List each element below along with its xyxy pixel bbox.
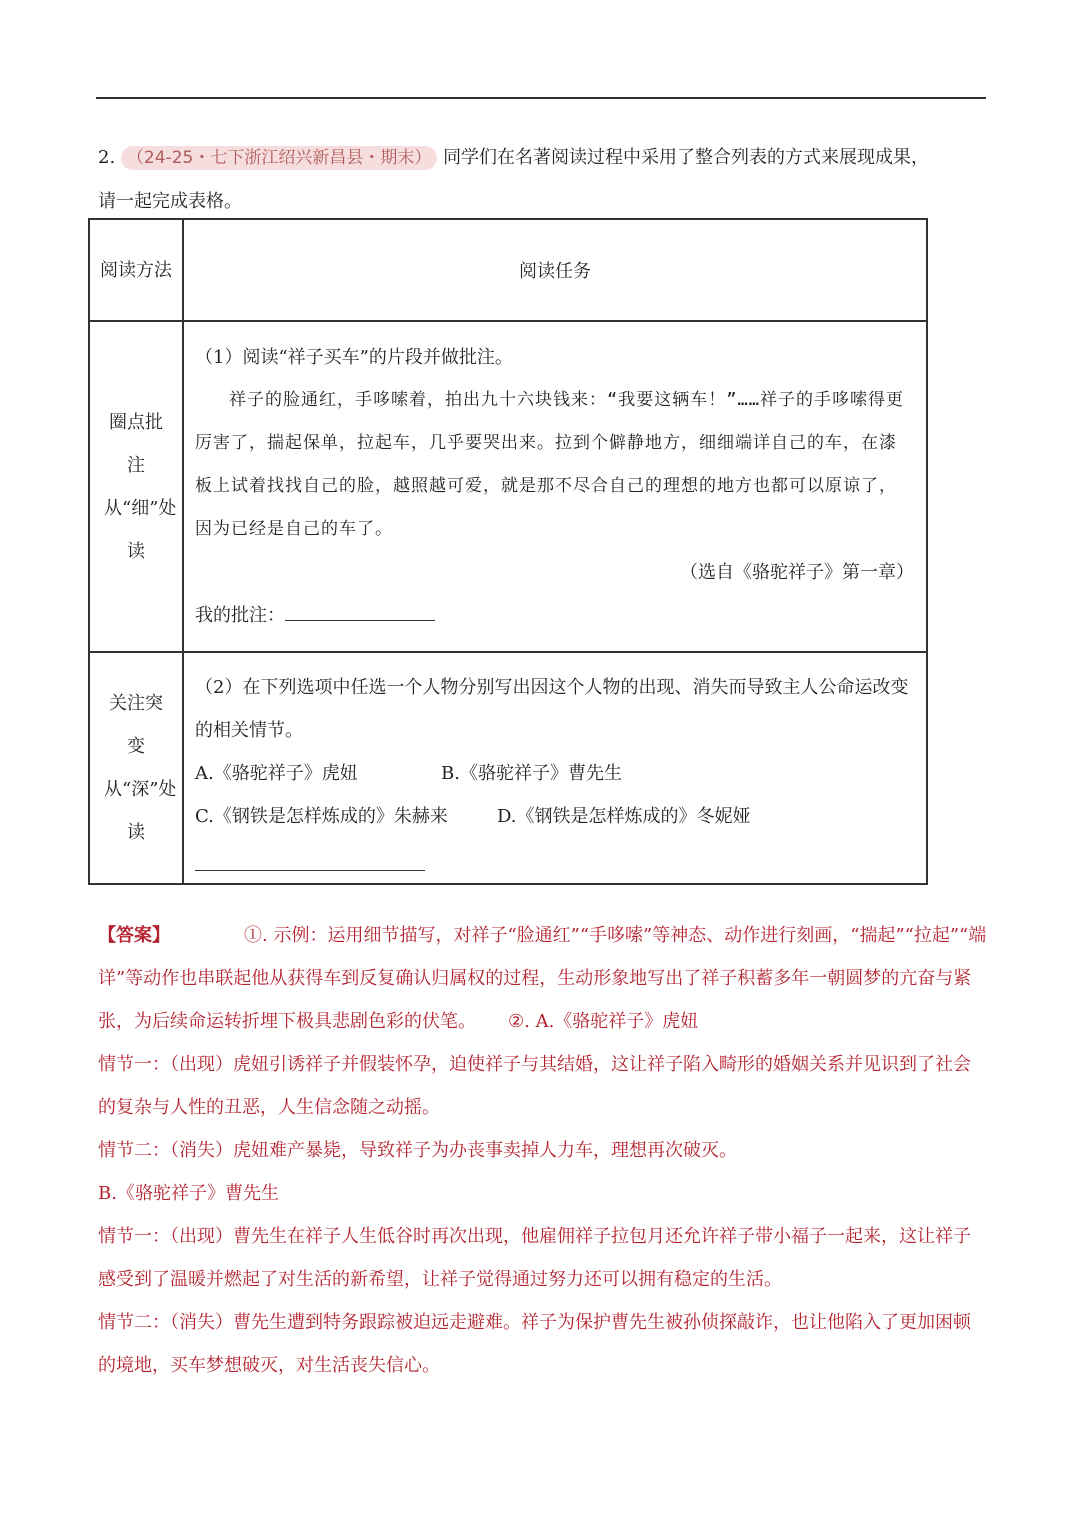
a-plot1: 情节一：（出现）虎妞引诱祥子并假装怀孕，迫使祥子与其结婚，这让祥子陷入畸形的婚姻关系并见识到了社会的复杂与人性的丑恶，人生信念随之动摇。 <box>98 1054 971 1118</box>
table-row <box>89 321 927 652</box>
method-1: 圈点批注从“细”处读 <box>104 411 177 562</box>
answer-section <box>98 914 988 1387</box>
passage-source: （选自《骆驼祥子》第一章） <box>680 562 914 583</box>
b-head: B.《骆驼祥子》曹先生 <box>98 1183 279 1204</box>
header-task: 阅读任务 <box>519 261 591 282</box>
method-cell-1 <box>89 321 183 652</box>
annotation-label: 我的批注： <box>195 605 285 626</box>
answer-part2-head: ②. A.《骆驼祥子》虎妞 <box>508 1011 699 1032</box>
table-row <box>89 652 927 884</box>
answer-blank[interactable] <box>195 842 425 871</box>
question-stem <box>98 136 988 223</box>
b-plot2: 情节二：（消失）曹先生遭到特务跟踪被迫远走避难。祥子为保护曹先生被孙侦探敲诈，也让他陷入了更加困顿的境地，买车梦想破灭，对生活丧失信心。 <box>98 1312 971 1376</box>
option-d: D.《钢铁是怎样炼成的》冬妮娅 <box>497 805 751 827</box>
options-row-1 <box>195 752 914 795</box>
method-cell-2 <box>89 652 183 884</box>
header-task-cell <box>183 219 927 321</box>
table-header-row <box>89 219 927 321</box>
option-c: C.《钢铁是怎样炼成的》朱赫来 <box>195 805 448 827</box>
answer-label: 【答案】 <box>98 925 170 946</box>
option-a: A.《骆驼祥子》虎妞 <box>195 762 358 784</box>
annotation-blank[interactable] <box>285 596 435 621</box>
question-text-line1: 同学们在名著阅读过程中采用了整合列表的方式来展现成果， <box>443 147 930 168</box>
task-title-1: （1）阅读“祥子买车”的片段并做批注。 <box>195 347 513 368</box>
options-row-2 <box>195 795 914 838</box>
reading-table <box>88 218 928 885</box>
task-cell-1 <box>183 321 927 652</box>
question-text-line2: 请一起完成表格。 <box>98 191 242 212</box>
a-plot2: 情节二：（消失）虎妞难产暴毙，导致祥子为办丧事卖掉人力车，理想再次破灭。 <box>98 1140 737 1161</box>
method-2: 关注突变从“深”处读 <box>104 693 177 843</box>
passage-excerpt: 祥子的脸通红，手哆嗦着，拍出九十六块钱来：“我要这辆车！”……祥子的手哆嗦得更厉害了，揣起保单，拉起车，几乎要哭出来。拉到个僻静地方，细细端详自己的车，在漆板上试着找找自己的脸，越照越可爱，就是那不尽合自己的理想的地方也都可以原谅了，因为已经是自己的车了。 <box>195 390 904 539</box>
header-method-cell <box>89 219 183 321</box>
header-method: 阅读方法 <box>100 259 172 281</box>
task-cell-2 <box>183 652 927 884</box>
option-b: B.《骆驼祥子》曹先生 <box>441 762 622 784</box>
b-plot1: 情节一：（出现）曹先生在祥子人生低谷时再次出现，他雇佣祥子拉包月还允许祥子带小福子一起来，这让祥子感受到了温暖并燃起了对生活的新希望，让祥子觉得通过努力还可以拥有稳定的生活。 <box>98 1226 971 1290</box>
source-tag: （24-25・七下浙江绍兴新昌县・期末） <box>121 146 437 170</box>
answer-part1-text: ①. 示例：运用细节描写，对祥子“脸通红”“手哆嗦”等神态、动作进行刻画，“揣起”“拉起”“端详”等动作也串联起他从获得车到反复确认归属权的过程，生动形象地写出了祥子积蓄多年一朝圆梦的亢奋与紧张，为后续命运转折埋下极具悲剧色彩的伏笔。 <box>98 925 987 1032</box>
top-rule <box>96 97 986 99</box>
task-title-2: （2）在下列选项中任选一个人物分别写出因这个人物的出现、消失而导致主人公命运改变的相关情节。 <box>195 676 909 741</box>
answer-part1 <box>98 914 988 1043</box>
question-number: 2. <box>98 147 116 168</box>
